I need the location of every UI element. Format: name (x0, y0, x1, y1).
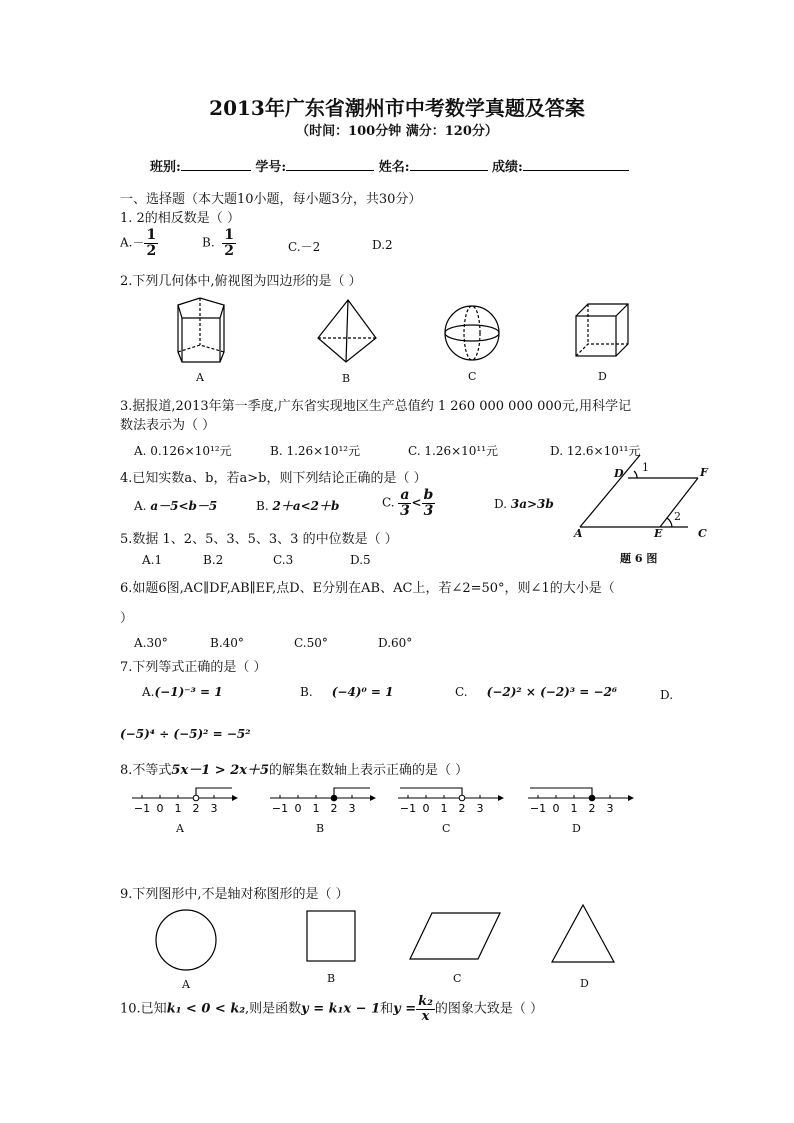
q7-stem: 7.下列等式正确的是（ ） (120, 660, 267, 675)
q1-a-prefix: A.－ (120, 235, 145, 250)
q6-stem-line1: 6.如题6图,AC∥DF,AB∥EF,点D、E分别在AB、AC上，若∠2=50°，则∠1的大小是（ (120, 581, 615, 596)
fig6-point-c: C (698, 527, 707, 540)
q7-option-d-label: D. (660, 688, 674, 702)
q4-d-label: D. (494, 497, 508, 511)
frac-den: 3 (400, 502, 410, 519)
circle-icon (156, 910, 216, 970)
q10-stem-c: 和 (380, 1001, 394, 1017)
q4-b-label: B. (256, 499, 269, 513)
q3-option-d: D. 12.6×10¹¹元 (550, 444, 641, 458)
q9-label-d: D (580, 977, 589, 990)
fig6-angle-1: 1 (642, 461, 649, 474)
q10-expr2: y = k₁x − 1 (301, 1001, 381, 1017)
q7-c-expr: (−2)² × (−2)³ = −2⁶ (486, 685, 618, 699)
frac-den: 3 (423, 502, 434, 519)
q3-stem-line1: 3.据报道,2013年第一季度,广东省实现地区生产总值约 1 260 000 000 000元,用科学记 (120, 399, 632, 414)
q2-label-d: D (598, 370, 607, 383)
q4-stem: 4.已知实数a、b，若a>b，则下列结论正确的是（ ） (120, 471, 427, 486)
q1-option-d: D.2 (372, 238, 393, 252)
tick-label: 1 (570, 802, 578, 815)
tick-label: 1 (440, 802, 448, 815)
q1-b-prefix: B. (202, 235, 215, 250)
score-label: 成绩: (492, 160, 523, 175)
q7-a-label: A. (142, 685, 155, 699)
fig6-point-d: D (614, 467, 624, 480)
q9-label-b: B (327, 972, 336, 985)
frac-den: 2 (146, 242, 157, 259)
frac-den: 2 (224, 242, 235, 259)
q8-stem-prefix: 8.不等式 (120, 763, 172, 778)
q10-fraction (416, 995, 435, 1023)
q4-a-label: A. (134, 499, 147, 513)
q4-c-label: C. (382, 495, 395, 510)
q7-c-label: C. (455, 685, 468, 699)
q6-option-d: D.60° (378, 636, 413, 650)
tick-label: 0 (156, 802, 164, 815)
q5-option-c: C.3 (273, 553, 294, 567)
fig6-point-a: A (574, 527, 583, 540)
tick-label: 2 (192, 802, 200, 815)
tick-label: 0 (294, 802, 302, 815)
q4-b-expr: 2＋a<2＋b (272, 499, 340, 513)
parallelogram-icon (410, 913, 500, 959)
q5-option-a: A.1 (142, 553, 163, 567)
q10-expr1: k₁ < 0 < k₂ (166, 1001, 246, 1017)
q7-b-label: B. (300, 685, 313, 699)
tick-label: 3 (606, 802, 614, 815)
frac-num: k₂ (418, 994, 433, 1009)
section-heading: 一、选择题（本大题10小题，每小题3分，共30分） (120, 192, 422, 207)
q2-label-b: B (342, 372, 351, 385)
frac-num: b (423, 487, 434, 503)
q2-label-c: C (468, 370, 477, 383)
tick-label: 2 (330, 802, 338, 815)
q8-label-b: B (316, 822, 325, 835)
tick-label: −1 (529, 802, 547, 815)
q1-stem: 1. 2的相反数是（ ） (120, 211, 240, 226)
q5-option-d: D.5 (350, 553, 371, 567)
q6-option-b: B.40° (210, 636, 244, 650)
frac-num: 1 (224, 227, 235, 243)
id-label: 学号: (255, 160, 287, 175)
q10-stem-b: ,则是函数 (245, 1001, 302, 1017)
tick-label: 1 (174, 802, 182, 815)
q8-label-c: C (442, 822, 451, 835)
square-icon (307, 911, 355, 961)
q8-stem-suffix: 的解集在数轴上表示正确的是（ ） (269, 763, 469, 778)
class-label: 班别: (150, 160, 181, 175)
fig6-point-f: F (700, 466, 708, 479)
q3-stem-line2: 数法表示为（ ） (120, 418, 216, 433)
q9-stem: 9.下列图形中,不是轴对称图形的是（ ） (120, 887, 349, 902)
q3-option-a: A. 0.126×10¹²元 (134, 444, 232, 458)
tick-label: 3 (476, 802, 484, 815)
fig6-caption: 题 6 图 (620, 552, 658, 565)
tick-label: 3 (348, 802, 356, 815)
q10-y: y = (393, 1001, 417, 1017)
tick-label: −1 (133, 802, 151, 815)
tick-label: 1 (312, 802, 320, 815)
tick-label: 3 (210, 802, 218, 815)
q4-d-expr: 3a>3b (510, 497, 554, 511)
q4-a-expr: a－5<b－5 (150, 499, 218, 513)
q7-d-expr: (−5)⁴ ÷ (−5)² = −5² (120, 727, 251, 741)
q8-stem-expr: 5x－1 > 2x＋5 (171, 763, 270, 778)
q2-label-a: A (196, 371, 204, 384)
q10-stem (120, 995, 543, 1023)
frac-num: 1 (146, 227, 157, 243)
q6-option-a: A.30° (134, 636, 168, 650)
q1-option-c: C.－2 (288, 240, 321, 254)
q7-b-expr: (−4)⁰ = 1 (331, 685, 394, 699)
tick-label: 0 (552, 802, 560, 815)
exam-subtitle: （时间：100分钟 满分：120分） (296, 124, 498, 139)
q5-stem: 5.数据 1、2、5、3、5、3、3 的中位数是（ ） (120, 532, 398, 547)
q6-option-c: C.50° (294, 636, 328, 650)
frac-num: a (400, 487, 410, 503)
q2-stem: 2.下列几何体中,俯视图为四边形的是（ ） (120, 274, 362, 289)
tick-label: 2 (588, 802, 596, 815)
q3-option-c: C. 1.26×10¹¹元 (408, 444, 499, 458)
tick-label: 0 (422, 802, 430, 815)
fig6-point-e: E (654, 527, 663, 540)
q5-option-b: B.2 (203, 553, 224, 567)
q9-label-c: C (453, 972, 462, 985)
q4-option-c: C. $\frac{a}{3}$ < $\frac{b}{3}$ (382, 487, 434, 519)
name-label: 姓名: (378, 160, 410, 175)
q10-stem-a: 10.已知 (120, 1001, 167, 1017)
q6-stem-line2: ） (120, 611, 134, 626)
frac-den: x (421, 1008, 430, 1024)
q9-label-a: A (182, 978, 190, 991)
q7-a-expr: (−1)⁻³ = 1 (154, 685, 223, 699)
tick-label: 2 (458, 802, 466, 815)
tick-label: −1 (271, 802, 289, 815)
q8-label-d: D (572, 822, 581, 835)
q3-option-b: B. 1.26×10¹²元 (270, 444, 361, 458)
page-title: 2013年广东省潮州市中考数学真题及答案 (209, 96, 585, 120)
q8-label-a: A (176, 822, 184, 835)
tick-label: −1 (399, 802, 417, 815)
triangle-icon (552, 905, 614, 962)
q10-stem-d: 的图象大致是（ ） (434, 1001, 543, 1017)
fig6-angle-2: 2 (674, 510, 681, 523)
